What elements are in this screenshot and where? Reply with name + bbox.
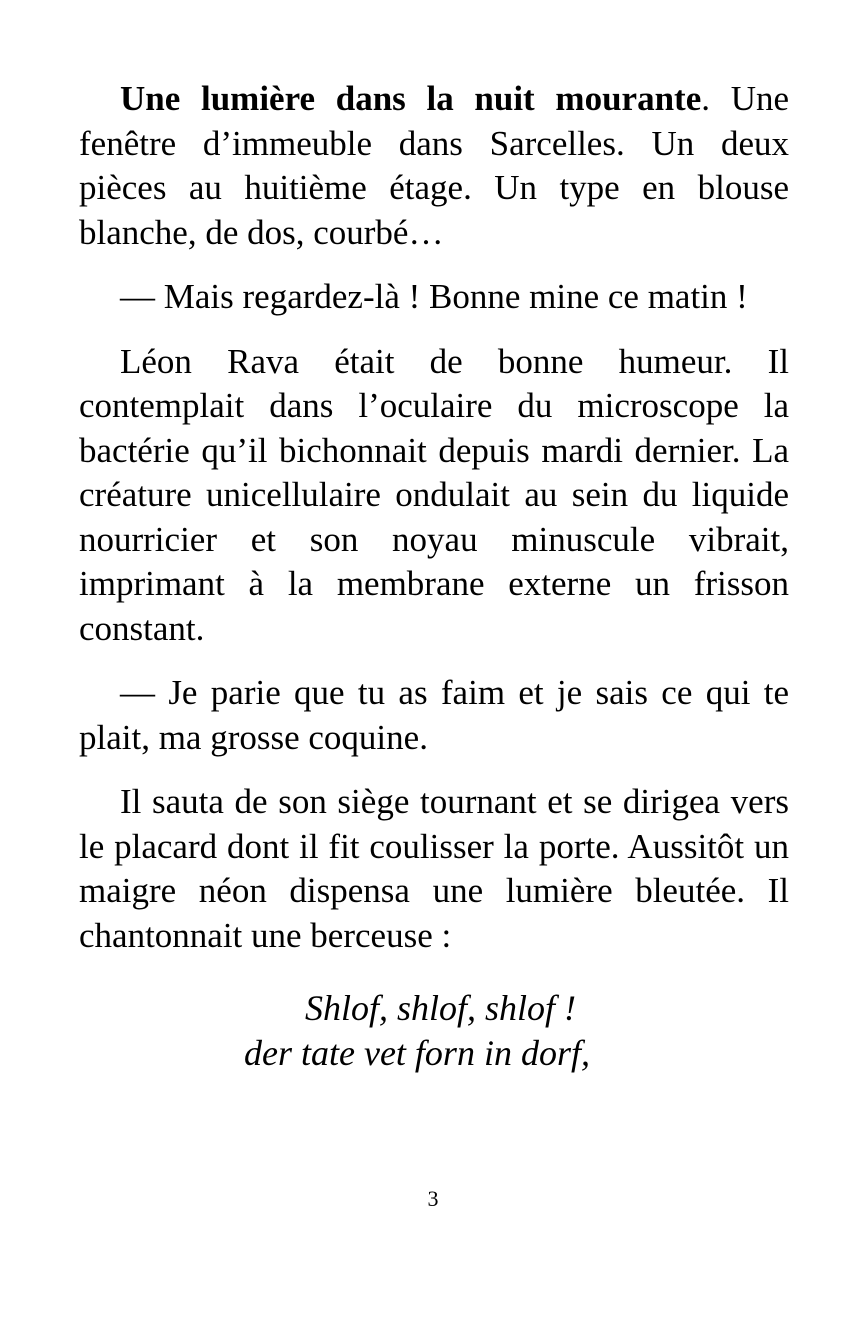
paragraph-1 [79,77,789,255]
paragraph-2 [79,275,789,320]
poem-line-1: Shlof, shlof, shlof ! [305,988,577,1028]
paragraph-1-text: . Une fenêtre d’immeuble dans Sarcelles. Un deux pièces au huitième étage. Un type en blouse blanche, de dos, courbé… [79,79,789,252]
poem-line-2: der tate vet forn in dorf, [244,1033,590,1073]
page-number: 3 [427,1186,439,1211]
paragraph-3-text: Léon Rava était de bonne humeur. Il contemplait dans l’oculaire du microscope la bactérie qu’il bichonnait depuis mardi dernier. La créature unicellulaire ondulait au sein du liquide nourricier et son noyau minuscule vibrait, imprimant à la membrane externe un frisson constant. [79,341,789,648]
poem-excerpt [79,986,789,1076]
paragraph-1-lead: Une lumière dans la nuit mourante [120,79,702,118]
paragraph-3 [79,340,789,652]
paragraph-4 [79,671,789,760]
paragraph-5 [79,780,789,958]
paragraph-4-text: — Je parie que tu as faim et je sais ce qui te plait, ma grosse coquine. [79,673,789,757]
page-body [79,77,789,1076]
paragraph-2-text: — Mais regardez-là ! Bonne mine ce matin ! [120,277,748,316]
paragraph-5-text: Il sauta de son siège tournant et se dirigea vers le placard dont il fit coulisser la porte. Aussitôt un maigre néon dispensa une lumière bleutée. Il chantonnait une berceuse : [79,782,789,955]
